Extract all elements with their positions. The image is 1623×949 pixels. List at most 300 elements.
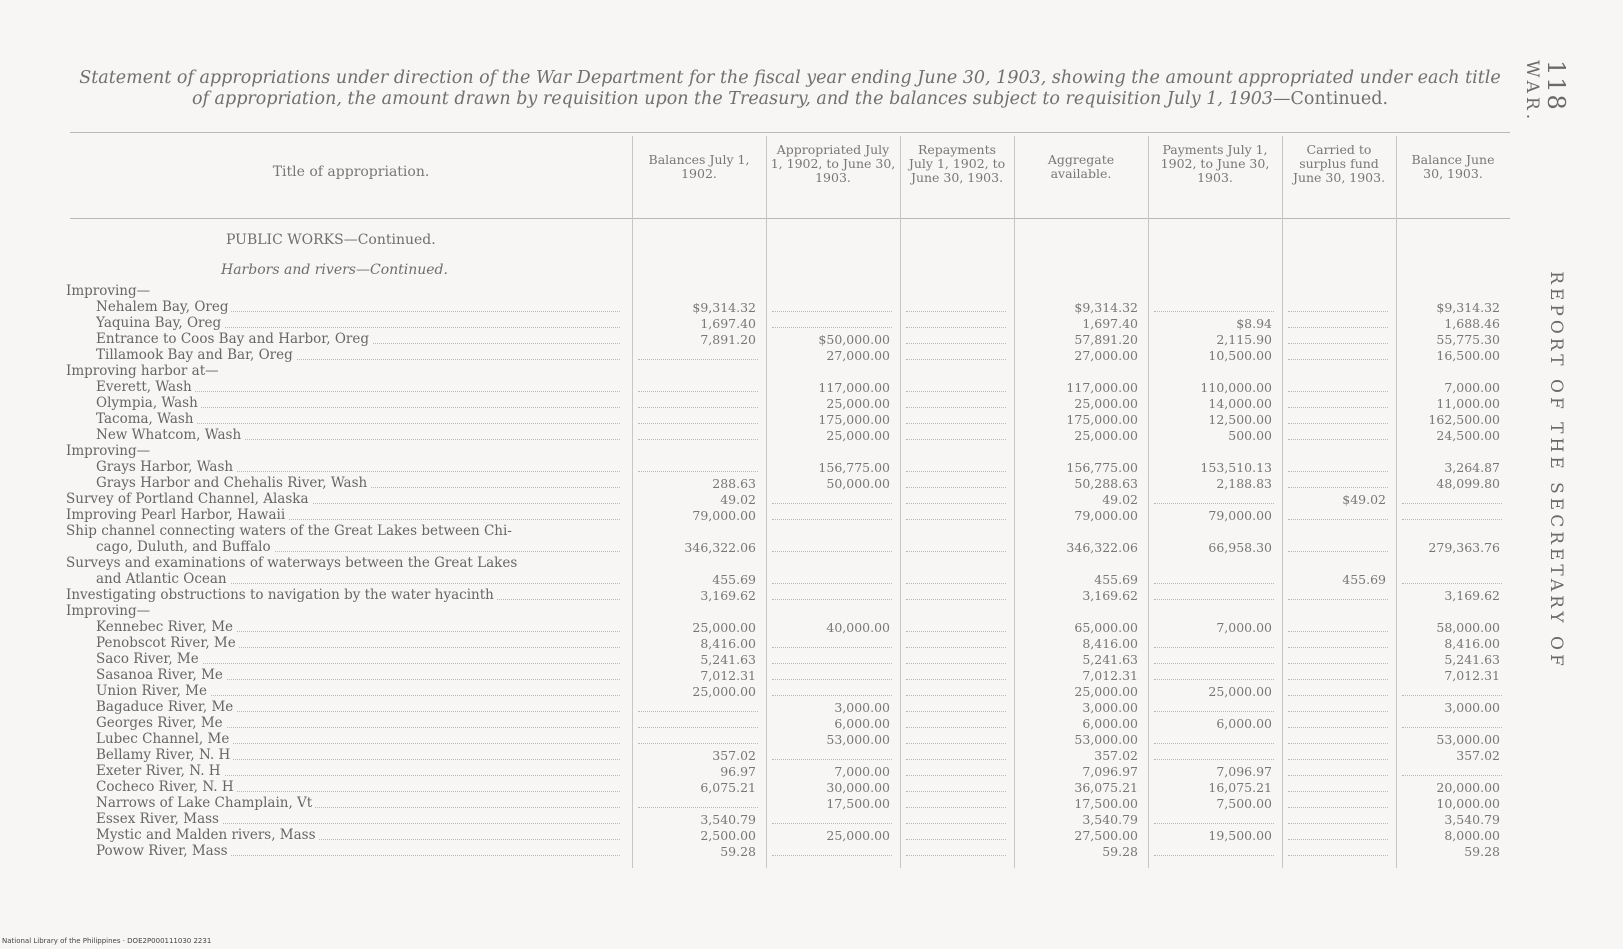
row-label bbox=[96, 764, 618, 779]
row-label bbox=[96, 620, 618, 635]
cell-col-6: 455.69 bbox=[1342, 572, 1386, 587]
column-header-7: Balance June 30, 1903. bbox=[1411, 152, 1495, 181]
empty-cell-leader bbox=[1402, 519, 1502, 520]
empty-cell-leader bbox=[1288, 727, 1388, 728]
empty-cell-leader bbox=[1154, 679, 1274, 680]
table-row bbox=[0, 828, 1600, 843]
table-row bbox=[0, 284, 1600, 299]
cell-col-1: 346,322.06 bbox=[684, 540, 756, 555]
empty-cell-leader bbox=[772, 759, 892, 760]
row-label-text: New Whatcom, Wash bbox=[96, 428, 244, 443]
cell-col-4: 7,096.97 bbox=[1082, 764, 1138, 779]
row-label-text: Entrance to Coos Bay and Harbor, Oreg bbox=[96, 332, 372, 347]
footer-stamp: National Library of the Philippines · DOE2P000111030 2231 bbox=[2, 937, 212, 945]
cell-col-5: 7,500.00 bbox=[1216, 796, 1272, 811]
empty-cell-leader bbox=[638, 727, 758, 728]
cell-col-7: 59.28 bbox=[1464, 844, 1500, 859]
cell-col-2: 53,000.00 bbox=[826, 732, 890, 747]
empty-cell-leader bbox=[1288, 855, 1388, 856]
cell-col-7: 10,000.00 bbox=[1436, 796, 1500, 811]
empty-cell-leader bbox=[906, 727, 1006, 728]
cell-col-1: 455.69 bbox=[712, 572, 756, 587]
empty-cell-leader bbox=[1288, 839, 1388, 840]
column-header-1: Balances July 1, 1902. bbox=[648, 152, 750, 181]
cell-col-1: 79,000.00 bbox=[692, 508, 756, 523]
table-row bbox=[0, 684, 1600, 699]
row-label bbox=[96, 300, 618, 315]
cell-col-4: 1,697.40 bbox=[1082, 316, 1138, 331]
cell-col-4: 3,000.00 bbox=[1082, 700, 1138, 715]
row-label-text: Yaquina Bay, Oreg bbox=[96, 316, 224, 331]
empty-cell-leader bbox=[1288, 711, 1388, 712]
running-title: REPORT OF THE SECRETARY OF WAR. bbox=[1522, 60, 1566, 670]
row-label bbox=[66, 364, 618, 379]
empty-cell-leader bbox=[1288, 743, 1388, 744]
empty-cell-leader bbox=[1288, 359, 1388, 360]
empty-cell-leader bbox=[772, 695, 892, 696]
empty-cell-leader bbox=[638, 743, 758, 744]
cell-col-2: 175,000.00 bbox=[818, 412, 890, 427]
table-caption bbox=[70, 68, 1510, 110]
table-row bbox=[0, 492, 1600, 507]
row-label bbox=[96, 812, 618, 827]
column-header-4: Aggregate available. bbox=[1047, 152, 1115, 181]
row-label bbox=[96, 828, 618, 843]
empty-cell-leader bbox=[772, 519, 892, 520]
empty-cell-leader bbox=[906, 759, 1006, 760]
cell-col-7: 5,241.63 bbox=[1444, 652, 1500, 667]
empty-cell-leader bbox=[1288, 391, 1388, 392]
empty-cell-leader bbox=[1154, 311, 1274, 312]
row-label-text: Grays Harbor, Wash bbox=[96, 460, 236, 475]
cell-col-4: 25,000.00 bbox=[1074, 684, 1138, 699]
row-label bbox=[96, 636, 618, 651]
cell-col-4: 175,000.00 bbox=[1066, 412, 1138, 427]
empty-cell-leader bbox=[1154, 663, 1274, 664]
row-label bbox=[66, 444, 618, 459]
empty-cell-leader bbox=[772, 663, 892, 664]
table-row bbox=[0, 748, 1600, 763]
cell-col-7: 48,099.80 bbox=[1436, 476, 1500, 491]
empty-cell-leader bbox=[1288, 663, 1388, 664]
cell-col-1: $9,314.32 bbox=[692, 300, 756, 315]
empty-cell-leader bbox=[906, 711, 1006, 712]
empty-cell-leader bbox=[906, 823, 1006, 824]
table-row bbox=[0, 572, 1600, 587]
table-row bbox=[0, 700, 1600, 715]
cell-col-1: 6,075.21 bbox=[700, 780, 756, 795]
cell-col-4: 49.02 bbox=[1102, 492, 1138, 507]
table-row bbox=[0, 332, 1600, 347]
cell-col-2: 6,000.00 bbox=[834, 716, 890, 731]
row-label-text: Ship channel connecting waters of the Great Lakes between Chi- bbox=[66, 524, 515, 539]
row-label-text: Exeter River, N. H bbox=[96, 764, 224, 779]
table-row bbox=[0, 604, 1600, 619]
cell-col-5: 66,958.30 bbox=[1208, 540, 1272, 555]
empty-cell-leader bbox=[906, 775, 1006, 776]
empty-cell-leader bbox=[906, 631, 1006, 632]
empty-cell-leader bbox=[906, 583, 1006, 584]
row-label-text: Georges River, Me bbox=[96, 716, 226, 731]
empty-cell-leader bbox=[638, 359, 758, 360]
cell-col-1: 357.02 bbox=[712, 748, 756, 763]
empty-cell-leader bbox=[1288, 695, 1388, 696]
table-row bbox=[0, 588, 1600, 603]
table-row bbox=[0, 444, 1600, 459]
cell-col-4: 5,241.63 bbox=[1082, 652, 1138, 667]
cell-col-2: 25,000.00 bbox=[826, 396, 890, 411]
column-header-5: Payments July 1, 1902, to June 30, 1903. bbox=[1160, 142, 1270, 185]
cell-col-7: 11,000.00 bbox=[1436, 396, 1500, 411]
row-label bbox=[96, 748, 618, 763]
cell-col-1: 7,891.20 bbox=[700, 332, 756, 347]
cell-col-1: 96.97 bbox=[720, 764, 756, 779]
table-row bbox=[0, 716, 1600, 731]
row-label-text: Improving— bbox=[66, 284, 153, 299]
empty-cell-leader bbox=[1154, 647, 1274, 648]
cell-col-7: 7,000.00 bbox=[1444, 380, 1500, 395]
empty-cell-leader bbox=[906, 839, 1006, 840]
header-rule bbox=[70, 218, 1510, 219]
empty-cell-leader bbox=[906, 503, 1006, 504]
row-label-text: Lubec Channel, Me bbox=[96, 732, 232, 747]
row-label-text: Tacoma, Wash bbox=[96, 412, 197, 427]
table-row bbox=[0, 732, 1600, 747]
cell-col-7: 357.02 bbox=[1456, 748, 1500, 763]
cell-col-1: 5,241.63 bbox=[700, 652, 756, 667]
table-row bbox=[0, 620, 1600, 635]
cell-col-1: 3,540.79 bbox=[700, 812, 756, 827]
cell-col-4: 50,288.63 bbox=[1074, 476, 1138, 491]
cell-col-4: 59.28 bbox=[1102, 844, 1138, 859]
cell-col-1: 1,697.40 bbox=[700, 316, 756, 331]
cell-col-4: 3,540.79 bbox=[1082, 812, 1138, 827]
empty-cell-leader bbox=[1154, 503, 1274, 504]
table-row bbox=[0, 764, 1600, 779]
table-row bbox=[0, 316, 1600, 331]
row-label bbox=[96, 668, 618, 683]
cell-col-5: 16,075.21 bbox=[1208, 780, 1272, 795]
cell-col-2: 27,000.00 bbox=[826, 348, 890, 363]
cell-col-7: 3,169.62 bbox=[1444, 588, 1500, 603]
table-row bbox=[0, 348, 1600, 363]
cell-col-7: 1,688.46 bbox=[1444, 316, 1500, 331]
empty-cell-leader bbox=[772, 311, 892, 312]
cell-col-7: 58,000.00 bbox=[1436, 620, 1500, 635]
cell-col-4: 6,000.00 bbox=[1082, 716, 1138, 731]
row-label bbox=[96, 476, 618, 491]
caption-text: Statement of appropriations under direction of the War Department for the fiscal year ending June 30, 1903, showing the amount appropriated under each title of appropriation, the amount drawn by requisition upon the Treasury, and the balances subject to requisition July 1, 1903 bbox=[79, 68, 1501, 109]
row-label-text: Olympia, Wash bbox=[96, 396, 201, 411]
empty-cell-leader bbox=[772, 551, 892, 552]
cell-col-4: 346,322.06 bbox=[1066, 540, 1138, 555]
row-label-text: Improving— bbox=[66, 604, 153, 619]
row-label bbox=[66, 284, 618, 299]
row-label bbox=[66, 588, 618, 603]
row-label bbox=[66, 524, 618, 539]
table-row bbox=[0, 652, 1600, 667]
cell-col-4: 8,416.00 bbox=[1082, 636, 1138, 651]
cell-col-1: 3,169.62 bbox=[700, 588, 756, 603]
row-label-text: Nehalem Bay, Oreg bbox=[96, 300, 231, 315]
empty-cell-leader bbox=[906, 791, 1006, 792]
empty-cell-leader bbox=[1402, 775, 1502, 776]
cell-col-4: $9,314.32 bbox=[1074, 300, 1138, 315]
empty-cell-leader bbox=[1402, 583, 1502, 584]
cell-col-2: 7,000.00 bbox=[834, 764, 890, 779]
cell-col-1: 8,416.00 bbox=[700, 636, 756, 651]
empty-cell-leader bbox=[906, 407, 1006, 408]
empty-cell-leader bbox=[906, 343, 1006, 344]
row-label bbox=[96, 796, 618, 811]
empty-cell-leader bbox=[772, 599, 892, 600]
row-label-text: Everett, Wash bbox=[96, 380, 195, 395]
table-row bbox=[0, 796, 1600, 811]
cell-col-2: 117,000.00 bbox=[818, 380, 890, 395]
empty-cell-leader bbox=[1154, 855, 1274, 856]
empty-cell-leader bbox=[772, 327, 892, 328]
empty-cell-leader bbox=[906, 647, 1006, 648]
empty-cell-leader bbox=[1288, 327, 1388, 328]
cell-col-4: 53,000.00 bbox=[1074, 732, 1138, 747]
row-label-text: Kennebec River, Me bbox=[96, 620, 236, 635]
empty-cell-leader bbox=[1288, 679, 1388, 680]
empty-cell-leader bbox=[1288, 759, 1388, 760]
empty-cell-leader bbox=[772, 855, 892, 856]
section-heading: PUBLIC WORKS—Continued. bbox=[226, 232, 436, 248]
cell-col-4: 455.69 bbox=[1094, 572, 1138, 587]
top-rule bbox=[70, 132, 1510, 133]
row-label-text: Improving— bbox=[66, 444, 153, 459]
row-label bbox=[66, 492, 618, 507]
cell-col-1: 59.28 bbox=[720, 844, 756, 859]
row-label-text: cago, Duluth, and Buffalo bbox=[96, 540, 274, 555]
empty-cell-leader bbox=[772, 647, 892, 648]
cell-col-5: 2,115.90 bbox=[1216, 332, 1272, 347]
row-label-text: Investigating obstructions to navigation by the water hyacinth bbox=[66, 588, 497, 603]
row-label bbox=[96, 316, 618, 331]
cell-col-4: 7,012.31 bbox=[1082, 668, 1138, 683]
empty-cell-leader bbox=[1288, 631, 1388, 632]
row-label bbox=[66, 604, 618, 619]
cell-col-7: 8,000.00 bbox=[1444, 828, 1500, 843]
cell-col-6: $49.02 bbox=[1342, 492, 1386, 507]
empty-cell-leader bbox=[1288, 647, 1388, 648]
column-header-0: Title of appropriation. bbox=[272, 164, 430, 180]
empty-cell-leader bbox=[1154, 599, 1274, 600]
row-label bbox=[96, 348, 618, 363]
table-row bbox=[0, 300, 1600, 315]
empty-cell-leader bbox=[1154, 759, 1274, 760]
table-row bbox=[0, 668, 1600, 683]
cell-col-4: 25,000.00 bbox=[1074, 428, 1138, 443]
empty-cell-leader bbox=[906, 519, 1006, 520]
cell-col-2: $50,000.00 bbox=[818, 332, 890, 347]
empty-cell-leader bbox=[1288, 407, 1388, 408]
row-label bbox=[66, 556, 618, 571]
row-label bbox=[66, 508, 618, 523]
cell-col-7: 3,000.00 bbox=[1444, 700, 1500, 715]
cell-col-7: 24,500.00 bbox=[1436, 428, 1500, 443]
empty-cell-leader bbox=[906, 855, 1006, 856]
empty-cell-leader bbox=[638, 807, 758, 808]
empty-cell-leader bbox=[906, 807, 1006, 808]
cell-col-5: 6,000.00 bbox=[1216, 716, 1272, 731]
empty-cell-leader bbox=[1154, 583, 1274, 584]
empty-cell-leader bbox=[772, 823, 892, 824]
empty-cell-leader bbox=[1288, 311, 1388, 312]
cell-col-2: 25,000.00 bbox=[826, 428, 890, 443]
row-label bbox=[96, 844, 618, 859]
table-row bbox=[0, 396, 1600, 411]
empty-cell-leader bbox=[906, 551, 1006, 552]
table-row bbox=[0, 844, 1600, 859]
empty-cell-leader bbox=[906, 359, 1006, 360]
row-label bbox=[96, 412, 618, 427]
row-label bbox=[96, 460, 618, 475]
cell-col-4: 27,000.00 bbox=[1074, 348, 1138, 363]
subsection-heading: Harbors and rivers—Continued. bbox=[221, 262, 448, 278]
row-label bbox=[96, 780, 618, 795]
caption-continued: —Continued. bbox=[1273, 89, 1389, 109]
table-row bbox=[0, 364, 1600, 379]
cell-col-5: $8.94 bbox=[1236, 316, 1272, 331]
row-label bbox=[96, 380, 618, 395]
empty-cell-leader bbox=[638, 711, 758, 712]
table-row bbox=[0, 412, 1600, 427]
empty-cell-leader bbox=[1288, 439, 1388, 440]
column-header-3: Repayments July 1, 1902, to June 30, 1903. bbox=[908, 142, 1006, 185]
cell-col-2: 30,000.00 bbox=[826, 780, 890, 795]
cell-col-1: 25,000.00 bbox=[692, 620, 756, 635]
empty-cell-leader bbox=[638, 471, 758, 472]
cell-col-1: 7,012.31 bbox=[700, 668, 756, 683]
row-label bbox=[96, 396, 618, 411]
cell-col-2: 156,775.00 bbox=[818, 460, 890, 475]
cell-col-4: 25,000.00 bbox=[1074, 396, 1138, 411]
empty-cell-leader bbox=[906, 599, 1006, 600]
row-label-text: and Atlantic Ocean bbox=[96, 572, 230, 587]
cell-col-5: 10,500.00 bbox=[1208, 348, 1272, 363]
cell-col-1: 288.63 bbox=[712, 476, 756, 491]
cell-col-7: 7,012.31 bbox=[1444, 668, 1500, 683]
cell-col-5: 110,000.00 bbox=[1200, 380, 1272, 395]
row-label-text: Narrows of Lake Champlain, Vt bbox=[96, 796, 315, 811]
row-label-text: Bellamy River, N. H bbox=[96, 748, 233, 763]
empty-cell-leader bbox=[1288, 551, 1388, 552]
empty-cell-leader bbox=[906, 439, 1006, 440]
cell-col-1: 49.02 bbox=[720, 492, 756, 507]
cell-col-4: 17,500.00 bbox=[1074, 796, 1138, 811]
empty-cell-leader bbox=[1288, 775, 1388, 776]
cell-col-2: 25,000.00 bbox=[826, 828, 890, 843]
row-label-text: Cocheco River, N. H bbox=[96, 780, 237, 795]
row-label-text: Survey of Portland Channel, Alaska bbox=[66, 492, 312, 507]
row-label-text: Saco River, Me bbox=[96, 652, 202, 667]
empty-cell-leader bbox=[772, 503, 892, 504]
table-row bbox=[0, 524, 1600, 539]
cell-col-2: 17,500.00 bbox=[826, 796, 890, 811]
column-header-2: Appropriated July 1, 1902, to June 30, 1903. bbox=[770, 142, 896, 185]
table-row bbox=[0, 812, 1600, 827]
cell-col-5: 2,188.83 bbox=[1216, 476, 1272, 491]
empty-cell-leader bbox=[772, 679, 892, 680]
cell-col-5: 25,000.00 bbox=[1208, 684, 1272, 699]
empty-cell-leader bbox=[1154, 711, 1274, 712]
row-label-text: Powow River, Mass bbox=[96, 844, 231, 859]
column-header-6: Carried to surplus fund June 30, 1903. bbox=[1292, 142, 1386, 185]
empty-cell-leader bbox=[1402, 727, 1502, 728]
cell-col-2: 40,000.00 bbox=[826, 620, 890, 635]
row-label bbox=[96, 428, 618, 443]
empty-cell-leader bbox=[906, 327, 1006, 328]
cell-col-7: 55,775.30 bbox=[1436, 332, 1500, 347]
row-label-text: Union River, Me bbox=[96, 684, 210, 699]
row-label-text: Essex River, Mass bbox=[96, 812, 222, 827]
row-label-text: Bagaduce River, Me bbox=[96, 700, 236, 715]
cell-col-5: 7,000.00 bbox=[1216, 620, 1272, 635]
row-label bbox=[96, 572, 618, 587]
cell-col-7: 3,540.79 bbox=[1444, 812, 1500, 827]
row-label-text: Tillamook Bay and Bar, Oreg bbox=[96, 348, 296, 363]
row-label-text: Mystic and Malden rivers, Mass bbox=[96, 828, 319, 843]
cell-col-7: 279,363.76 bbox=[1428, 540, 1500, 555]
table-row bbox=[0, 428, 1600, 443]
row-label-text: Sasanoa River, Me bbox=[96, 668, 226, 683]
cell-col-4: 156,775.00 bbox=[1066, 460, 1138, 475]
table-row bbox=[0, 540, 1600, 555]
empty-cell-leader bbox=[906, 391, 1006, 392]
empty-cell-leader bbox=[1288, 791, 1388, 792]
empty-cell-leader bbox=[638, 407, 758, 408]
row-label-text: Improving Pearl Harbor, Hawaii bbox=[66, 508, 288, 523]
empty-cell-leader bbox=[1154, 823, 1274, 824]
empty-cell-leader bbox=[906, 695, 1006, 696]
table-row bbox=[0, 636, 1600, 651]
row-label bbox=[96, 652, 618, 667]
empty-cell-leader bbox=[1288, 807, 1388, 808]
row-label bbox=[96, 332, 618, 347]
cell-col-7: 16,500.00 bbox=[1436, 348, 1500, 363]
table-row bbox=[0, 476, 1600, 491]
cell-col-5: 79,000.00 bbox=[1208, 508, 1272, 523]
cell-col-7: 20,000.00 bbox=[1436, 780, 1500, 795]
cell-col-7: 8,416.00 bbox=[1444, 636, 1500, 651]
empty-cell-leader bbox=[906, 423, 1006, 424]
row-label bbox=[96, 732, 618, 747]
empty-cell-leader bbox=[1288, 423, 1388, 424]
table-row bbox=[0, 380, 1600, 395]
empty-cell-leader bbox=[1288, 823, 1388, 824]
empty-cell-leader bbox=[906, 471, 1006, 472]
cell-col-4: 79,000.00 bbox=[1074, 508, 1138, 523]
row-label-text: Grays Harbor and Chehalis River, Wash bbox=[96, 476, 370, 491]
table-row bbox=[0, 780, 1600, 795]
cell-col-4: 36,075.21 bbox=[1074, 780, 1138, 795]
cell-col-5: 7,096.97 bbox=[1216, 764, 1272, 779]
empty-cell-leader bbox=[1288, 599, 1388, 600]
cell-col-4: 65,000.00 bbox=[1074, 620, 1138, 635]
empty-cell-leader bbox=[1402, 503, 1502, 504]
empty-cell-leader bbox=[906, 743, 1006, 744]
cell-col-5: 500.00 bbox=[1228, 428, 1272, 443]
cell-col-5: 12,500.00 bbox=[1208, 412, 1272, 427]
cell-col-1: 25,000.00 bbox=[692, 684, 756, 699]
row-label bbox=[96, 684, 618, 699]
cell-col-4: 57,891.20 bbox=[1074, 332, 1138, 347]
table-row bbox=[0, 460, 1600, 475]
cell-col-4: 27,500.00 bbox=[1074, 828, 1138, 843]
